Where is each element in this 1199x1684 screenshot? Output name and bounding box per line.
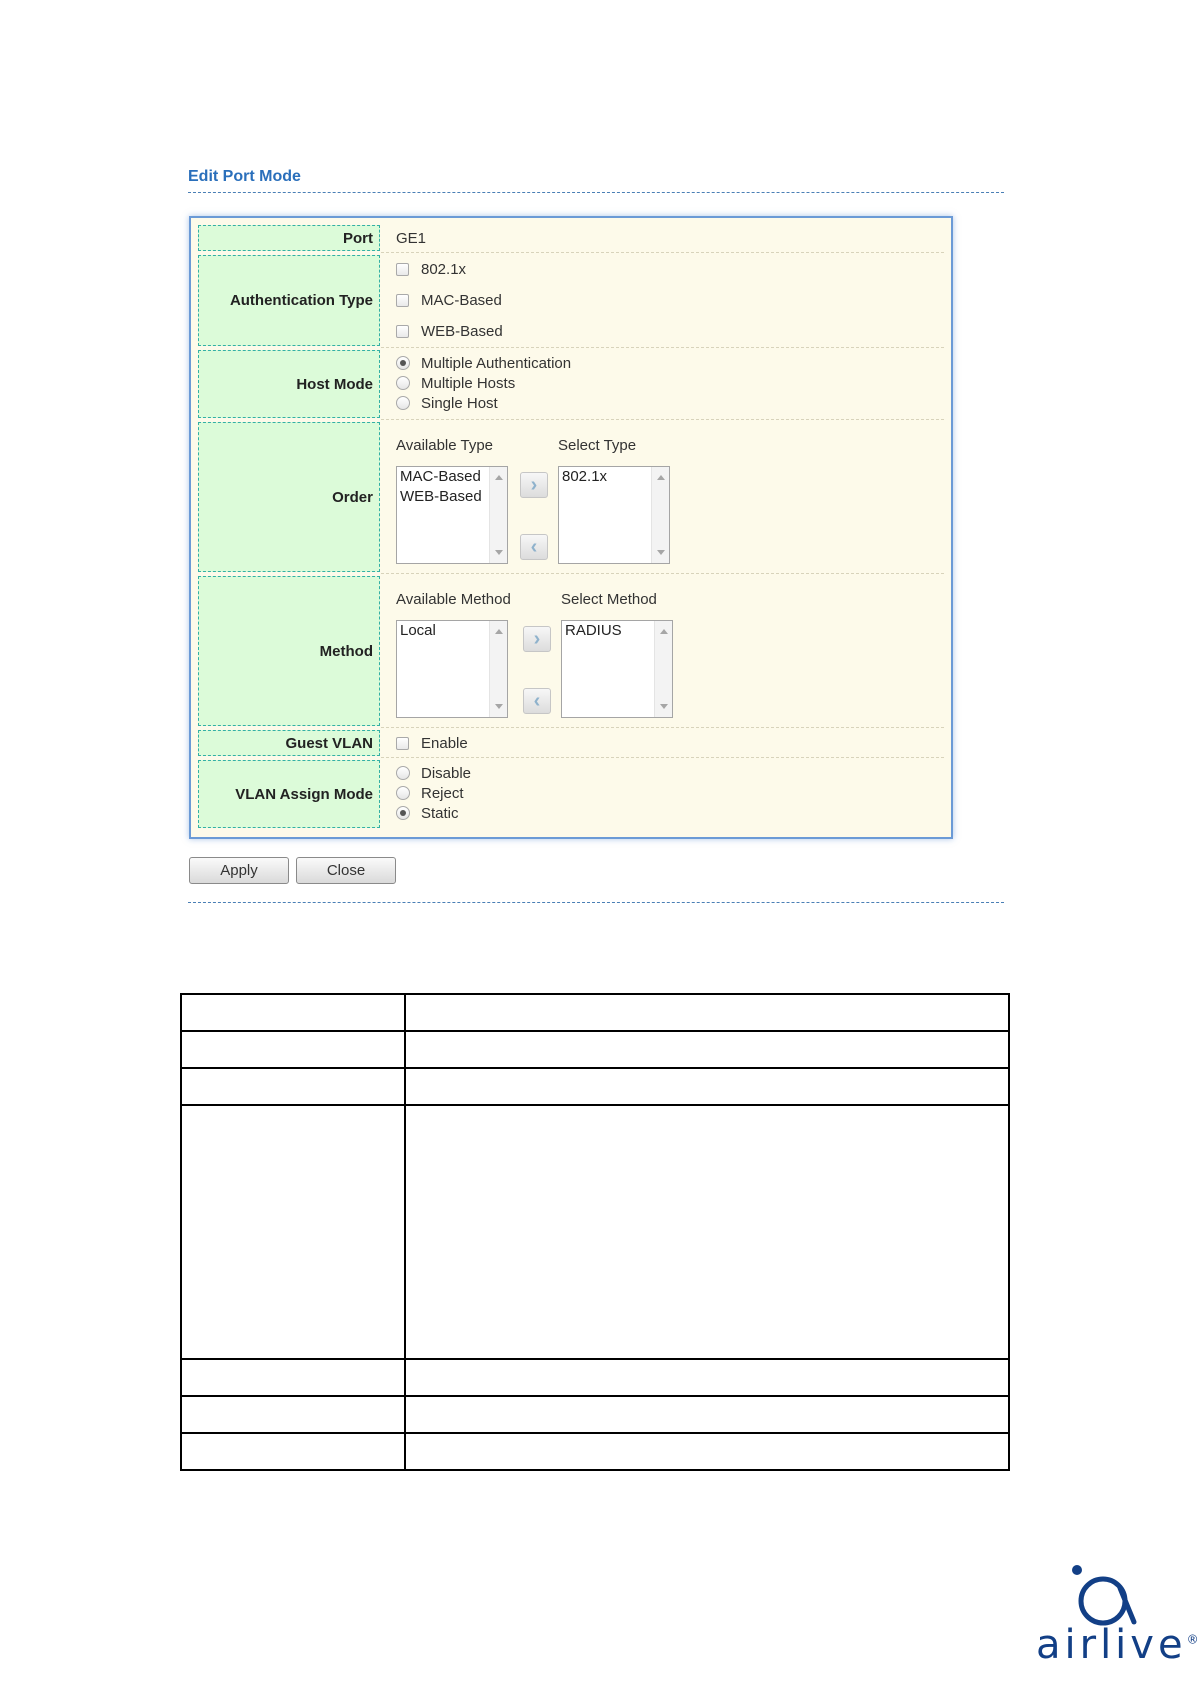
method-row [198,576,944,726]
list-item[interactable]: Local [400,622,436,639]
table-row [181,1396,1009,1433]
host-single-option[interactable] [396,393,498,413]
scroll-down-icon[interactable] [657,550,665,555]
chevron-right-icon: › [533,628,541,650]
table-row [181,1433,1009,1470]
table-row [181,1068,1009,1105]
host-multi-hosts-option[interactable] [396,373,515,393]
vlan-static-label: Static [421,804,459,822]
guest-vlan-row [198,730,944,756]
vlan-reject-option[interactable] [396,783,464,803]
chevron-left-icon: ‹ [530,536,538,558]
table-row [181,1031,1009,1068]
host-multi-auth-radio[interactable] [396,356,410,370]
scroll-down-icon[interactable] [660,704,668,709]
airlive-logo-text: airlive® [1036,1622,1199,1668]
scroll-up-icon[interactable] [660,629,668,634]
auth-8021x-checkbox[interactable] [396,263,409,276]
host-multi-hosts-radio[interactable] [396,376,410,390]
host-mode-label: Host Mode [198,350,380,418]
list-item[interactable]: 802.1x [562,468,608,485]
vlan-disable-radio[interactable] [396,766,410,780]
scroll-up-icon[interactable] [495,629,503,634]
host-single-label: Single Host [421,394,498,412]
select-method-list[interactable] [561,620,673,718]
auth-web-label: WEB-Based [421,322,503,340]
guest-vlan-enable-option[interactable] [396,733,468,753]
host-mode-row [198,350,944,418]
vlan-disable-label: Disable [421,764,472,782]
host-multi-hosts-label: Multiple Hosts [421,374,516,392]
chevron-right-icon: › [530,474,538,496]
method-label: Method [198,576,380,726]
scrollbar[interactable] [654,621,672,717]
vlan-disable-option[interactable] [396,763,471,783]
title-divider [188,192,1004,193]
auth-8021x-option[interactable] [396,259,466,279]
auth-web-checkbox[interactable] [396,325,409,338]
auth-web-option[interactable] [396,321,503,341]
add-type-button[interactable] [520,472,548,498]
auth-mac-checkbox[interactable] [396,294,409,307]
remove-type-button[interactable] [520,534,548,560]
chevron-left-icon: ‹ [533,690,541,712]
scroll-up-icon[interactable] [657,475,665,480]
auth-type-row [198,255,944,346]
auth-8021x-label: 802.1x [421,260,467,278]
guest-vlan-label: Guest VLAN [198,730,380,756]
available-type-heading: Available Type [396,437,494,454]
guest-vlan-enable-label: Enable [421,734,468,752]
select-method-heading: Select Method [561,591,657,608]
port-label: Port [198,225,380,251]
auth-mac-option[interactable] [396,290,502,310]
auth-mac-label: MAC-Based [421,291,502,309]
edit-port-mode-form [189,216,953,839]
host-single-radio[interactable] [396,396,410,410]
table-row [181,1359,1009,1396]
available-method-heading: Available Method [396,591,511,608]
dialog-title: Edit Port Mode [188,168,301,185]
order-row [198,422,944,572]
vlan-assign-mode-row [198,760,944,828]
remove-method-button[interactable] [523,688,551,714]
scrollbar[interactable] [651,467,669,563]
vlan-reject-label: Reject [421,784,464,802]
port-value: GE1 [396,229,427,247]
available-type-list[interactable] [396,466,508,564]
scrollbar[interactable] [489,467,507,563]
host-multi-auth-option[interactable] [396,353,571,373]
list-item[interactable]: RADIUS [565,622,622,639]
add-method-button[interactable] [523,626,551,652]
auth-type-label: Authentication Type [198,255,380,346]
available-method-list[interactable] [396,620,508,718]
select-type-heading: Select Type [558,437,637,454]
order-label: Order [198,422,380,572]
scroll-down-icon[interactable] [495,704,503,709]
vlan-assign-mode-label: VLAN Assign Mode [198,760,380,828]
footer-divider [188,902,1004,903]
scroll-up-icon[interactable] [495,475,503,480]
port-row [198,225,944,251]
select-type-list[interactable] [558,466,670,564]
list-item[interactable]: MAC-Based [400,468,481,485]
close-button[interactable]: Close [296,857,396,884]
list-item[interactable]: WEB-Based [400,488,482,505]
vlan-static-option[interactable] [396,803,459,823]
table-row [181,1105,1009,1359]
scrollbar[interactable] [489,621,507,717]
apply-button[interactable]: Apply [189,857,289,884]
scroll-down-icon[interactable] [495,550,503,555]
vlan-static-radio[interactable] [396,806,410,820]
table-row [181,994,1009,1031]
description-table [180,993,1010,1471]
guest-vlan-checkbox[interactable] [396,737,409,750]
host-multi-auth-label: Multiple Authentication [421,354,572,372]
vlan-reject-radio[interactable] [396,786,410,800]
